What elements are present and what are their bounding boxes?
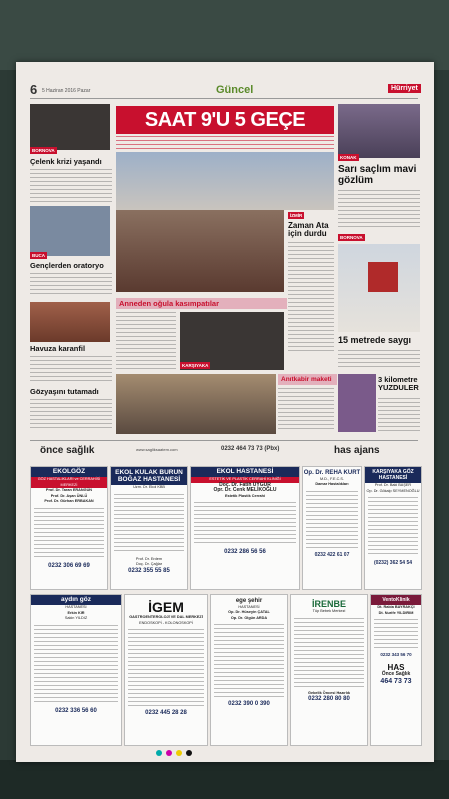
ad-title: EKOL KULAK BURUN BOĞAZ HASTANESİ <box>111 467 187 485</box>
story-text <box>30 399 112 429</box>
ad-doctor: Op. Dr. Gökalp SEYMENOĞLU <box>366 488 420 493</box>
ad-doctor: Prof. Dr. Gürhan ERBAKAN <box>44 499 94 503</box>
ad-title: İRENBE <box>311 599 346 609</box>
ad-phone: 0232 422 61 07 <box>314 551 350 558</box>
ad-doctor: Doç. Dr. Fatih UYGUR <box>219 481 271 488</box>
ad-text <box>114 494 184 554</box>
ad-doctor: Erkin KIR <box>67 610 85 615</box>
ad-subtitle: Tüp Bebek Merkezi <box>312 609 346 613</box>
ad-subtitle: HASTANESİ <box>65 605 87 609</box>
ad-aydin-goz <box>30 594 122 746</box>
newspaper-logo: Hürriyet <box>388 84 421 93</box>
ad-specialty: ENDOSKOPİ - KOLONOSKOPİ <box>139 620 193 625</box>
registration-black <box>186 750 192 756</box>
photo-pool <box>30 302 110 342</box>
photo-children <box>338 104 420 158</box>
ad-subtitle: M.D., F.E.C.S. <box>319 476 345 481</box>
ad-ekolgoz <box>30 466 108 590</box>
ad-specialty: Gebelik Öncesi Hazırlık <box>308 690 350 695</box>
has-phone: 464 73 73 <box>380 677 412 685</box>
ad-phone: 0232 336 56 60 <box>55 707 97 714</box>
strip-phone: 0232 464 73 73 (Pbx) <box>221 446 280 452</box>
ad-doctor: Sakin YILDIZ <box>64 616 88 620</box>
story-tag: BORNOVA <box>32 148 55 153</box>
once-saglik-logo: Önce Sağlık <box>381 671 411 677</box>
ad-igem <box>124 594 208 746</box>
newspaper-page <box>16 62 434 762</box>
story-text <box>338 350 420 370</box>
registration-cyan <box>156 750 162 756</box>
story-headline: Zaman Ata için durdu <box>288 221 329 239</box>
photo-choir <box>30 206 110 256</box>
ad-phone: 0232 286 56 56 <box>224 549 266 555</box>
ad-title: İGEM <box>148 599 184 615</box>
header-rule <box>30 98 418 99</box>
ad-karsiyaka-goz <box>364 466 422 590</box>
story-headline: Sarı saçlım mavi gözlüm <box>338 164 417 186</box>
ad-subtitle: ESTETİK VE PLASTİK CERRAHİ KLİNİĞİ <box>191 477 299 483</box>
photo-mausoleum-model <box>116 374 276 434</box>
page-number: 6 <box>30 82 38 97</box>
story-text <box>378 398 420 432</box>
strip-url: www.sagliksaatem.com <box>136 447 178 452</box>
story-tag: KONAK <box>340 155 357 160</box>
ad-text <box>194 502 296 546</box>
ad-ekol-kbb <box>110 466 188 590</box>
story-tag: KARŞIYAKA <box>182 363 209 368</box>
ad-phone: 0232 280 80 80 <box>308 696 350 702</box>
crane-basket <box>368 262 398 292</box>
ad-doctor: Op. Dr. Hüseyin ÇATAL <box>228 610 270 614</box>
photo-crowd <box>116 210 284 292</box>
ad-text <box>368 497 418 557</box>
background-top <box>0 0 449 70</box>
main-headline: SAAT 9'U 5 GEÇE <box>116 106 334 134</box>
ad-title: KARŞIYAKA GÖZ HASTANESİ <box>365 467 421 483</box>
ad-doctor: Prof. Dr. Taran ERANGÜN <box>45 488 93 492</box>
story-headline: Çelenk krizi yaşandı <box>30 157 102 166</box>
ad-text <box>214 624 284 698</box>
story-text <box>116 312 176 370</box>
ad-title: EKOL HASTANESİ <box>191 467 299 477</box>
ad-text <box>306 491 358 549</box>
ad-title: VentoKlinik <box>371 595 421 605</box>
ad-phone: 0232 390 0 390 <box>228 701 270 707</box>
ad-doctor: Dt. Nurife YILDIRIM <box>378 610 414 615</box>
ad-text <box>374 619 418 649</box>
story-headline: Gençlerden oratoryo <box>30 261 104 270</box>
ad-vento-klinik <box>370 594 422 746</box>
story-headline-bar: Anneden oğula kasımpatılar <box>116 298 287 309</box>
story-tag: BORNOVA <box>340 235 363 240</box>
strip-rule <box>30 440 418 441</box>
ad-title: ege şehir <box>235 598 263 604</box>
page-date: 5 Haziran 2016 Pazar <box>42 88 91 94</box>
ad-doctor: Op. Dr. Olgün ARDA <box>230 615 268 620</box>
photo-swimmer <box>338 374 376 432</box>
background-bottom <box>0 760 449 799</box>
ad-ekol-hastanesi <box>190 466 300 590</box>
ad-reha-kurt <box>302 466 362 590</box>
ad-phone: 0232 355 55 85 <box>128 567 170 574</box>
story-text <box>30 273 112 297</box>
ad-title: EKOLGÖZ <box>31 467 107 477</box>
story-tag: İZMİR <box>290 213 303 218</box>
ad-subtitle: GÖZ HASTALIKLARI ve CERRAHİSİ MERKEZİ <box>31 477 107 488</box>
ad-doctor: Opr. Dr. Cenk MELİKOĞLU <box>213 487 277 493</box>
ad-title: aydın göz <box>31 595 121 605</box>
ad-specialty: Estetik Plastik Cerrahi <box>224 493 266 498</box>
banner-text <box>116 136 334 150</box>
has-ajans-logo: has ajans <box>334 445 380 456</box>
ad-text <box>34 508 104 560</box>
ad-doctor: Prof. Dr. Erdem <box>135 556 163 561</box>
ad-doctor: Doç. Dr. Çağlar <box>136 562 162 566</box>
photo-city <box>116 152 334 210</box>
ad-phone: 0232 343 56 70 <box>380 652 412 657</box>
story-tag: BUCA <box>32 253 45 258</box>
ad-text <box>128 629 204 707</box>
ad-subtitle: GASTROENTEROLOJİ VE DAL MERKEZİ <box>129 615 203 619</box>
ad-phone: 0232 445 28 28 <box>145 710 187 716</box>
registration-magenta <box>166 750 172 756</box>
story-text <box>288 242 334 352</box>
story-text <box>30 169 112 203</box>
ad-doctor: Prof. Dr. Baki BAŞER <box>374 483 412 487</box>
ad-text <box>34 625 118 705</box>
story-text <box>338 190 420 230</box>
ad-subtitle: Uzm. Dr. Ekol KBB <box>133 485 165 489</box>
story-headline: 3 kilometre YUZDULER <box>378 375 419 392</box>
story-headline: 15 metrede saygı <box>338 335 412 345</box>
ad-phone: 0232 306 69 69 <box>48 562 90 569</box>
story-text <box>278 388 334 432</box>
ad-subtitle: HASTANESİ <box>238 604 260 609</box>
ad-text <box>294 618 364 688</box>
story-text <box>30 356 112 384</box>
ad-irenbe <box>290 594 368 746</box>
ad-ege-sehir <box>210 594 288 746</box>
story-headline: Gözyaşını tutamadı <box>30 387 99 396</box>
once-saglik-logo: önce sağlık <box>40 445 95 456</box>
story-headline: Havuza karanfil <box>30 344 86 353</box>
has-logo: HAS <box>387 663 405 672</box>
ad-title: Op. Dr. REHA KURT <box>303 470 361 476</box>
ad-doctor: Prof. Dr. Aşan ÜNLÜ <box>50 493 88 498</box>
ad-specialty: Damar Hastalıkları <box>315 482 349 486</box>
section-title: Güncel <box>216 84 254 96</box>
registration-yellow <box>176 750 182 756</box>
story-headline-bar: Anıtkabir maketi <box>278 374 337 385</box>
photo-ceremony <box>30 104 110 150</box>
ad-doctor: Dt. Rabia BAYRAKÇI <box>377 605 415 609</box>
ad-phone: (0232) 362 54 54 <box>373 560 413 566</box>
